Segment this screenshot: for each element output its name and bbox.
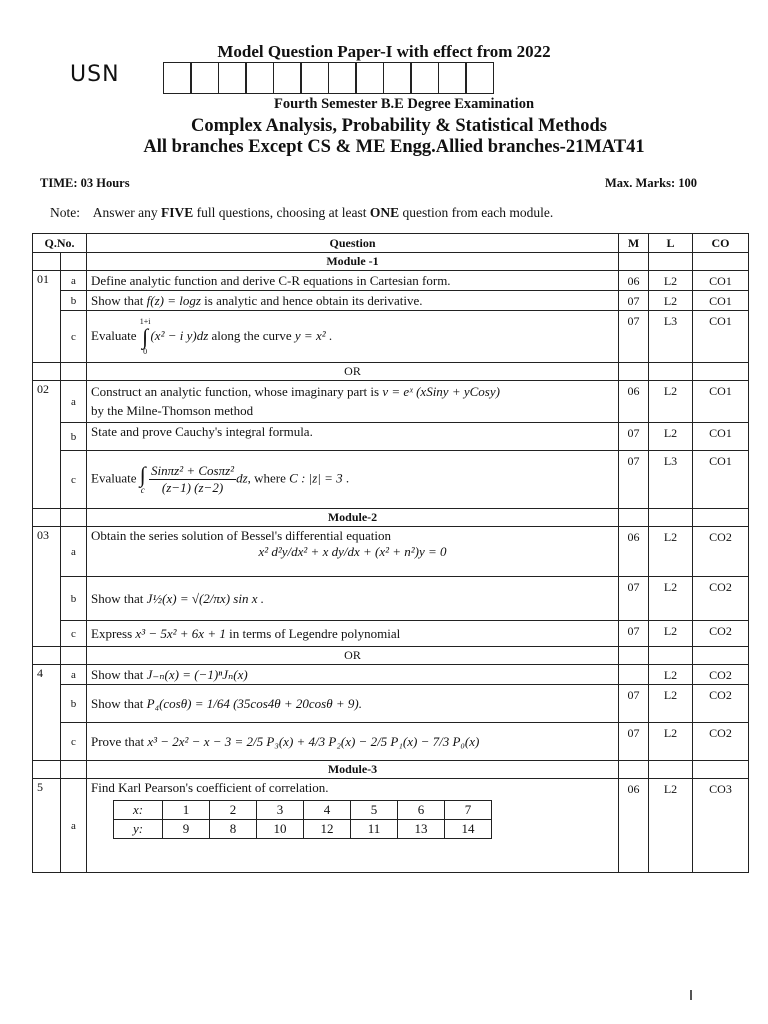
data-cell: 6 (398, 801, 445, 820)
table-row (33, 381, 749, 423)
question-number: 03 (33, 527, 61, 647)
marks-cell: 07 (619, 621, 649, 647)
sub-label: a (61, 665, 87, 685)
table-row (33, 423, 749, 451)
math-expression: (x² − i y)dz (150, 327, 209, 343)
sub-label: c (61, 723, 87, 761)
data-cell: 12 (304, 820, 351, 839)
question-text: Evaluate 1+i ∫ 0 (x² − i y)dz along the curve y = x² . (87, 311, 619, 363)
question-text (87, 723, 619, 761)
sub-label: b (61, 291, 87, 311)
math-expression: C : |z| = 3 (289, 470, 343, 486)
question-text (87, 685, 619, 723)
question-text (87, 381, 619, 423)
marks-cell: 07 (619, 577, 649, 621)
level-cell: L3 (649, 311, 693, 363)
question-number: 01 (33, 271, 61, 363)
question-text-part: Find Karl Pearson's coefficient of correlation. (91, 780, 329, 795)
math-expression: v = eˣ (xSiny + yCosy) (382, 384, 500, 399)
math-expression: dz (236, 470, 248, 486)
question-text-part: is analytic and hence obtain its derivative. (200, 292, 423, 308)
question-text (87, 621, 619, 647)
level-cell: L2 (649, 423, 693, 451)
note-text: Answer any (92, 205, 161, 220)
level-cell: L2 (649, 381, 693, 423)
marks-cell: 06 (619, 271, 649, 291)
question-text-part: Show that (91, 590, 147, 606)
sub-label: b (61, 423, 87, 451)
data-table (113, 800, 492, 839)
data-cell: 3 (257, 801, 304, 820)
question-text-part: Express (91, 625, 136, 641)
data-cell: 10 (257, 820, 304, 839)
data-cell: 14 (445, 820, 492, 839)
usn-box[interactable] (273, 62, 302, 94)
table-header-row (33, 234, 749, 253)
question-text (87, 665, 619, 685)
co-cell: CO2 (693, 621, 749, 647)
sub-label: c (61, 621, 87, 647)
question-text: Evaluate ∫ c Sinπz² + Cosπz² (z−1) (z−2) dz, where C : |z| = 3 . (87, 451, 619, 509)
question-text (87, 527, 619, 577)
question-text-part: Evaluate (91, 327, 140, 343)
math-expression: P₄(cosθ) = 1/64 (35cos4θ + 20cosθ + 9). (146, 695, 362, 711)
co-cell: CO2 (693, 577, 749, 621)
scan-mark (690, 990, 692, 1000)
level-cell: L3 (649, 451, 693, 509)
exam-name: Fourth Semester B.E Degree Examination (273, 96, 535, 112)
data-label: y: (114, 820, 163, 839)
fraction-denominator: (z−1) (z−2) (161, 480, 224, 495)
co-cell: CO1 (693, 271, 749, 291)
data-cell: 8 (210, 820, 257, 839)
marks-cell: 06 (619, 381, 649, 423)
table-row (33, 527, 749, 577)
level-cell: L2 (649, 271, 693, 291)
usn-box[interactable] (245, 62, 274, 94)
marks-cell: 07 (619, 451, 649, 509)
table-row (33, 723, 749, 761)
usn-box[interactable] (355, 62, 384, 94)
usn-box[interactable] (438, 62, 467, 94)
sub-label: a (61, 779, 87, 873)
usn-boxes (164, 62, 494, 94)
or-separator: OR (87, 647, 619, 665)
question-text-part: by the Milne-Thomson method (91, 403, 254, 418)
marks-cell: 07 (619, 723, 649, 761)
integral-contour: c (140, 485, 145, 495)
data-cell: 7 (445, 801, 492, 820)
note-prefix: Note: (50, 205, 80, 220)
or-separator: OR (87, 363, 619, 381)
co-cell: CO2 (693, 723, 749, 761)
branches-line: All branches Except CS & ME Engg.Allied branches-21MAT41 (143, 137, 645, 157)
table-row (33, 779, 749, 873)
sub-label: c (61, 451, 87, 509)
question-text (87, 291, 619, 311)
table-row (33, 577, 749, 621)
usn-box[interactable] (328, 62, 357, 94)
note-emphasis: FIVE (161, 205, 194, 220)
fraction (149, 463, 236, 496)
module-heading: Module-3 (87, 761, 619, 779)
integral-upper-limit: 1+i (139, 316, 151, 326)
marks-cell: 07 (619, 685, 649, 723)
table-row (33, 621, 749, 647)
data-cell: 11 (351, 820, 398, 839)
paper-title: Model Question Paper-I with effect from 2022 (217, 42, 551, 61)
co-cell: CO1 (693, 381, 749, 423)
sub-label: a (61, 381, 87, 423)
table-row (33, 311, 749, 363)
data-cell: 4 (304, 801, 351, 820)
usn-box[interactable] (300, 62, 329, 94)
question-number: 4 (33, 665, 61, 761)
note-text: full questions, choosing at least (193, 205, 370, 220)
header-co: CO (693, 234, 749, 253)
time-allowed: TIME: 03 Hours (40, 176, 130, 190)
question-text-part: Obtain the series solution of Bessel's differential equation (91, 528, 391, 543)
marks-cell: 06 (619, 779, 649, 873)
header-question: Question (87, 234, 619, 253)
level-cell: L2 (649, 527, 693, 577)
integral-lower-limit: 0 (143, 346, 148, 356)
fraction-numerator: Sinπz² + Cosπz² (151, 463, 235, 478)
marks-cell: 06 (619, 527, 649, 577)
math-expression: x³ − 2x² − x − 3 = 2/5 P₃(x) + 4/3 P₂(x) − 2/5 P₁(x) − 7/3 P₀(x) (147, 733, 480, 749)
data-cell: 2 (210, 801, 257, 820)
sub-label: c (61, 311, 87, 363)
usn-label: USN (70, 62, 120, 87)
table-row (33, 451, 749, 509)
question-text (87, 577, 619, 621)
sub-label: b (61, 685, 87, 723)
question-number: 02 (33, 381, 61, 509)
question-text-part: , where (247, 470, 290, 486)
usn-box[interactable] (218, 62, 247, 94)
level-cell: L2 (649, 621, 693, 647)
integral-sign: 1+i ∫ 0 (139, 316, 151, 356)
question-text-part: Show that (91, 292, 147, 308)
module-row (33, 253, 749, 271)
table-row (33, 291, 749, 311)
co-cell: CO3 (693, 779, 749, 873)
table-row (33, 685, 749, 723)
table-row (33, 665, 749, 685)
sub-label: a (61, 271, 87, 291)
math-expression: f(z) = logz (146, 292, 201, 308)
header-qno: Q.No. (33, 234, 87, 253)
data-cell: 9 (163, 820, 210, 839)
module-row (33, 761, 749, 779)
question-text-part: Construct an analytic function, whose imaginary part is (91, 384, 383, 399)
co-cell: CO2 (693, 665, 749, 685)
math-expression: y = x² (294, 327, 326, 343)
usn-box[interactable] (190, 62, 219, 94)
level-cell: L2 (649, 779, 693, 873)
math-expression: J₋ₙ(x) = (−1)ⁿJₙ(x) (146, 666, 248, 682)
max-marks: Max. Marks: 100 (605, 176, 697, 190)
question-text-part: in terms of Legendre polynomial (225, 625, 401, 641)
note-text: question from each module. (399, 205, 554, 220)
co-cell: CO1 (693, 423, 749, 451)
or-row (33, 647, 749, 665)
co-cell: CO1 (693, 311, 749, 363)
math-expression: x³ − 5x² + 6x + 1 (135, 625, 226, 641)
math-expression: J½(x) = √(2/πx) sin x . (146, 590, 264, 606)
usn-box[interactable] (465, 62, 494, 94)
question-text-part: Evaluate (91, 470, 140, 486)
marks-cell: 07 (619, 291, 649, 311)
module-row (33, 509, 749, 527)
question-table (32, 233, 749, 873)
level-cell: L2 (649, 723, 693, 761)
level-cell: L2 (649, 685, 693, 723)
data-cell: 1 (163, 801, 210, 820)
data-label: x: (114, 801, 163, 820)
module-heading: Module-2 (87, 509, 619, 527)
usn-box[interactable] (383, 62, 412, 94)
sub-label: a (61, 527, 87, 577)
question-text (87, 779, 619, 873)
question-number: 5 (33, 779, 61, 873)
contour-integral-sign: ∫ c (139, 462, 146, 495)
marks-cell: 07 (619, 311, 649, 363)
data-row-y (114, 820, 492, 839)
co-cell: CO2 (693, 527, 749, 577)
level-cell: L2 (649, 665, 693, 685)
level-cell: L2 (649, 291, 693, 311)
co-cell: CO1 (693, 451, 749, 509)
co-cell: CO1 (693, 291, 749, 311)
header-marks: M (619, 234, 649, 253)
question-text-part: along the curve (208, 327, 295, 343)
question-text-part: Prove that (91, 733, 148, 749)
data-row-x (114, 801, 492, 820)
table-row (33, 271, 749, 291)
subject-title: Complex Analysis, Probability & Statistical Methods (191, 116, 607, 136)
sub-label: b (61, 577, 87, 621)
module-heading: Module -1 (87, 253, 619, 271)
data-cell: 5 (351, 801, 398, 820)
usn-box[interactable] (410, 62, 439, 94)
question-text: State and prove Cauchy's integral formula. (87, 423, 619, 451)
co-cell: CO2 (693, 685, 749, 723)
header-level: L (649, 234, 693, 253)
usn-box[interactable] (163, 62, 192, 94)
data-cell: 13 (398, 820, 445, 839)
question-text: Define analytic function and derive C-R equations in Cartesian form. (87, 271, 619, 291)
or-row (33, 363, 749, 381)
level-cell: L2 (649, 577, 693, 621)
question-text-part: Show that (91, 666, 147, 682)
instructions-note (50, 205, 553, 221)
marks-cell: 07 (619, 423, 649, 451)
equation: x² d²y/dx² + x dy/dx + (x² + n²)y = 0 (258, 544, 447, 559)
note-emphasis: ONE (369, 205, 400, 220)
marks-cell (619, 665, 649, 685)
question-text-part: Show that (91, 695, 147, 711)
